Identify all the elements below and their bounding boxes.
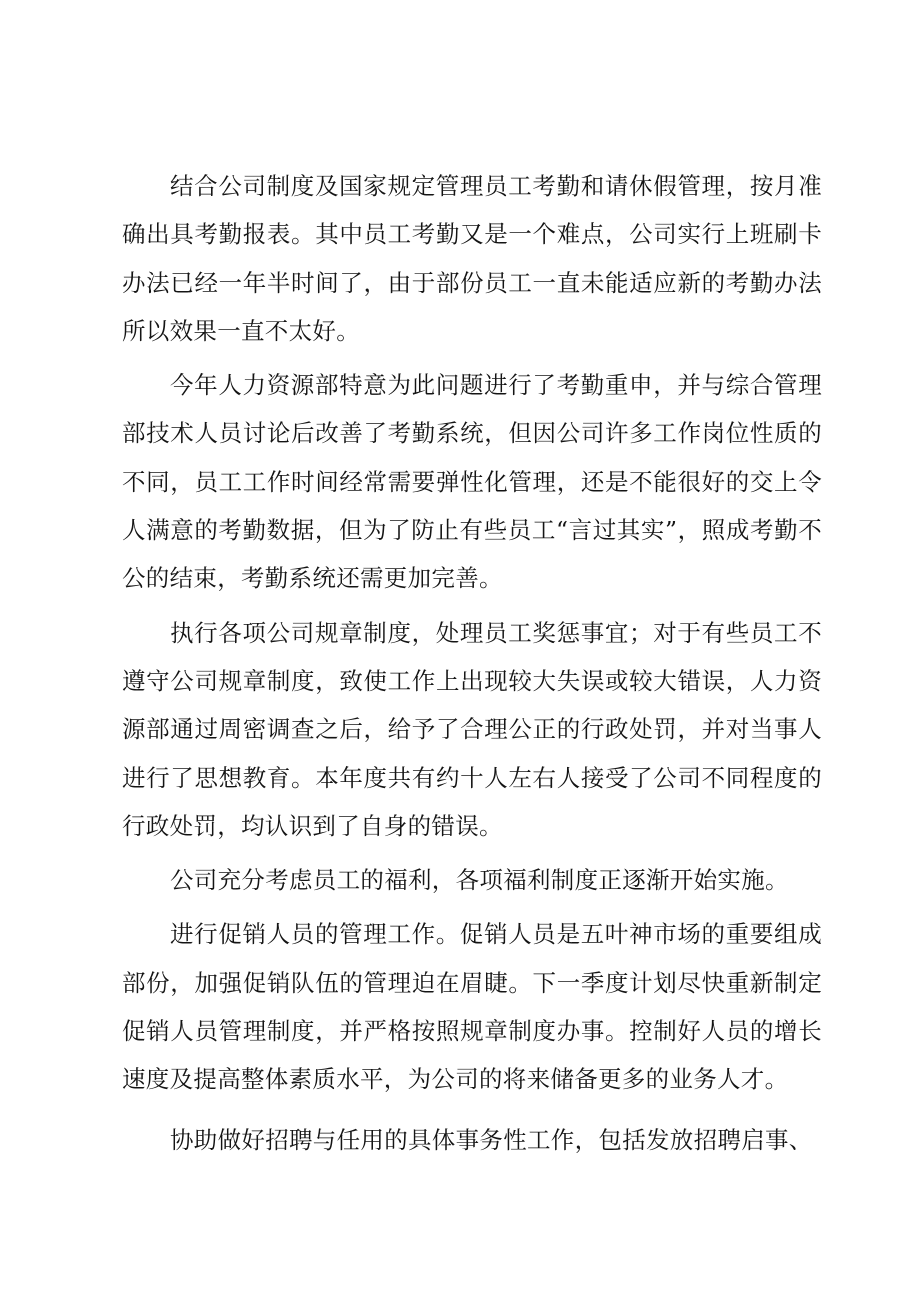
paragraph-welfare: 公司充分考虑员工的福利，各项福利制度正逐渐开始实施。 <box>170 866 789 895</box>
paragraph-attendance-system: 今年人力资源部特意为此问题进行了考勤重申，并与综合管理部技术人员讨论后改善了考勤系统，但因公司许多工作岗位性质的不同，员工工作时间经常需要弹性化管理，还是不能很好的交上令人满意的考勤数据，但为了防止有些员工“言过其实”，照成考勤不公的结束，考勤系统还需更加完善。 <box>122 371 822 593</box>
document-body <box>122 162 822 1170</box>
paragraph-attendance: 结合公司制度及国家规定管理员工考勤和请休假管理，按月准确出具考勤报表。其中员工考勤又是一个难点，公司实行上班刷卡办法已经一年半时间了，由于部份员工一直未能适应新的考勤办法所以效果一直不太好。 <box>122 172 822 345</box>
paragraph-promoter-management: 进行促销人员的管理工作。促销人员是五叶神市场的重要组成部份，加强促销队伍的管理迫在眉睫。下一季度计划尽快重新制定促销人员管理制度，并严格按照规章制度办事。控制好人员的增长速度及提高整体素质水平，为公司的将来储备更多的业务人才。 <box>122 920 822 1094</box>
paragraph-recruitment: 协助做好招聘与任用的具体事务性工作，包括发放招聘启事、 <box>170 1125 813 1154</box>
paragraph-discipline: 执行各项公司规章制度，处理员工奖惩事宜；对于有些员工不遵守公司规章制度，致使工作上出现较大失误或较大错误，人力资源部通过周密调查之后，给予了合理公正的行政处罚，并对当事人进行了思想教育。本年度共有约十人左右人接受了公司不同程度的行政处罚，均认识到了自身的错误。 <box>122 618 822 840</box>
